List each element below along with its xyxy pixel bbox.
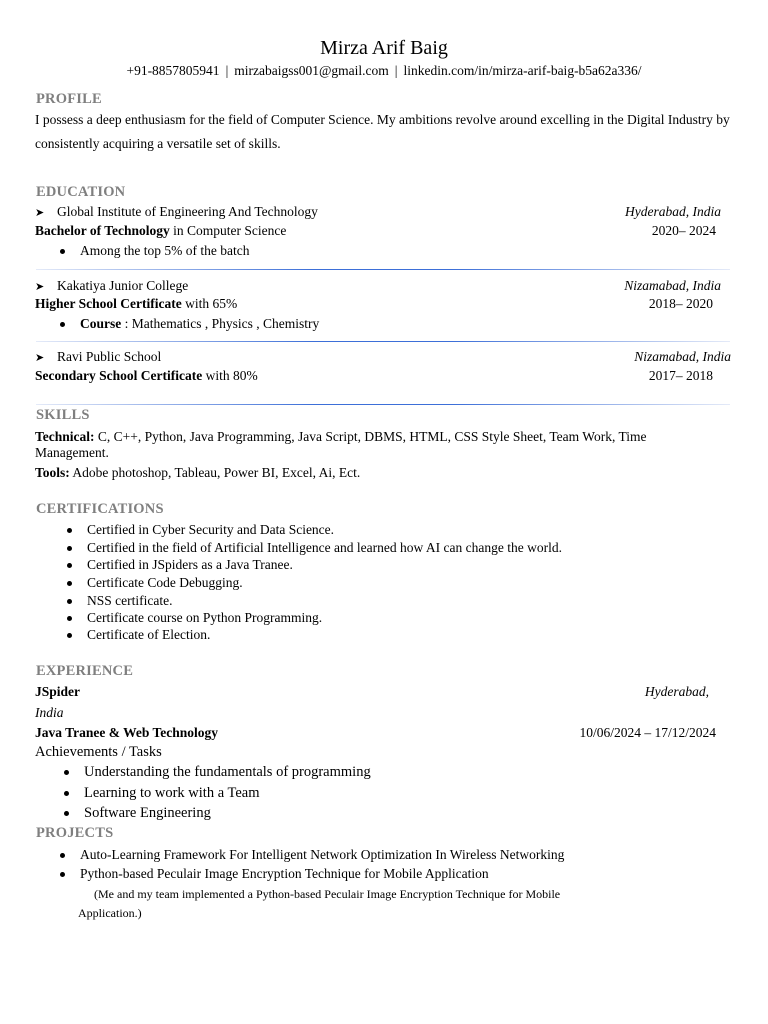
email-link[interactable]: mirzabaigss001@gmail.com [234,63,389,78]
school-location: Nizamabad, India [634,349,731,364]
bullet-dot-icon [64,811,69,816]
school-name: Kakatiya Junior College [57,278,189,293]
degree-detail: with 80% [202,368,258,383]
list-item: Python-based Peculair Image Encryption Technique for Mobile Application [80,866,489,882]
degree-name: Higher School Certificate [35,296,182,311]
degree-dates: 2018– 2020 [648,296,713,311]
experience-heading: EXPERIENCE [36,663,134,679]
school-name: Global Institute of Engineering And Technology [57,204,318,219]
certifications-heading: CERTIFICATIONS [36,501,164,517]
list-item: Certified in JSpiders as a Java Tranee. [87,557,293,573]
skills-heading: SKILLS [36,407,90,423]
list-item: Certificate of Election. [87,627,210,643]
degree-detail: with 65% [181,296,238,311]
degree-name: Secondary School Certificate [35,368,203,383]
education-entry-school [35,204,721,222]
projects-heading: PROJECTS [36,825,114,841]
education-entry-school [35,278,721,296]
list-item: Software Engineering [84,805,211,822]
bullet-dot-icon [67,581,72,586]
education-entry-school [35,349,731,367]
separator: | [394,63,398,78]
experience-company-row [35,684,721,702]
list-item: Certificate Code Debugging. [87,575,243,591]
course-label: Course [80,316,122,331]
section-divider [36,269,730,270]
degree-detail: in Computer Science [169,223,287,238]
linkedin-link[interactable]: linkedin.com/in/mirza-arif-baig-b5a62a336/ [403,63,642,78]
bullet-dot-icon [60,853,65,858]
phone-number: +91-8857805941 [126,63,220,78]
project-note: (Me and my team implemented a Python-based Peculair Image Encryption Technique for Mobile Application.) [78,887,561,920]
experience-role-row [35,725,721,743]
contact-line [0,63,768,79]
degree-dates: 2017– 2018 [648,368,713,383]
experience-location-row [35,705,721,723]
list-item: Certified in Cyber Security and Data Science. [87,522,334,538]
arrow-bullet-icon: ➤ [35,281,45,293]
separator: | [225,63,229,78]
tasks-heading-row [35,744,721,762]
education-bullet: Course : Mathematics , Physics , Chemistry [80,316,319,332]
bullet-dot-icon [67,616,72,621]
section-divider [36,404,730,405]
list-item: Certified in the field of Artificial Intelligence and learned how AI can change the world. [87,540,562,556]
list-item: Learning to work with a Team [84,785,260,802]
technical-skills: Technical: C, C++, Python, Java Programming, Java Script, DBMS, HTML, CSS Style Sheet, Team Work, Time Management. [35,429,647,460]
tools-skills: Tools: Adobe photoshop, Tableau, Power BI, Excel, Ai, Ect. [35,465,361,480]
company-name: JSpider [35,684,81,699]
bullet-dot-icon [60,872,65,877]
bullet-dot-icon [67,599,72,604]
school-location: Nizamabad, India [624,278,721,293]
list-item: NSS certificate. [87,593,172,609]
bullet-dot-icon [64,791,69,796]
list-item: Understanding the fundamentals of programming [84,764,371,781]
education-bullet: Among the top 5% of the batch [80,243,249,259]
list-item: Certificate course on Python Programming. [87,610,322,626]
list-item: Auto-Learning Framework For Intelligent Network Optimization In Wireless Networking [80,847,564,863]
bullet-dot-icon [67,546,72,551]
degree-name: Bachelor of Technology [35,223,170,238]
job-dates: 10/06/2024 – 17/12/2024 [579,725,716,740]
arrow-bullet-icon: ➤ [35,207,45,219]
bullet-dot-icon [67,563,72,568]
education-entry-degree [35,368,721,386]
school-location: Hyderabad, India [625,204,721,219]
bullet-dot-icon [60,322,65,327]
tasks-heading: Achievements / Tasks [35,744,162,760]
company-location-country: India [35,705,64,720]
education-entry-degree [35,223,721,241]
candidate-name: Mirza Arif Baig [320,37,448,59]
education-heading: EDUCATION [36,184,126,200]
bullet-dot-icon [60,249,65,254]
degree-dates: 2020– 2024 [651,223,716,238]
company-location: Hyderabad, [644,684,709,699]
school-name: Ravi Public School [57,349,162,364]
profile-text: I possess a deep enthusiasm for the field of Computer Science. My ambitions revolve around excelling in the Digital Industry by consistently acquiring a versatile set of skills. [35,112,730,151]
bullet-dot-icon [64,770,69,775]
bullet-dot-icon [67,528,72,533]
bullet-dot-icon [67,633,72,638]
arrow-bullet-icon: ➤ [35,352,45,364]
education-entry-degree [35,296,721,314]
job-role: Java Tranee & Web Technology [35,725,219,740]
section-divider [36,341,730,342]
profile-heading: PROFILE [36,91,102,107]
